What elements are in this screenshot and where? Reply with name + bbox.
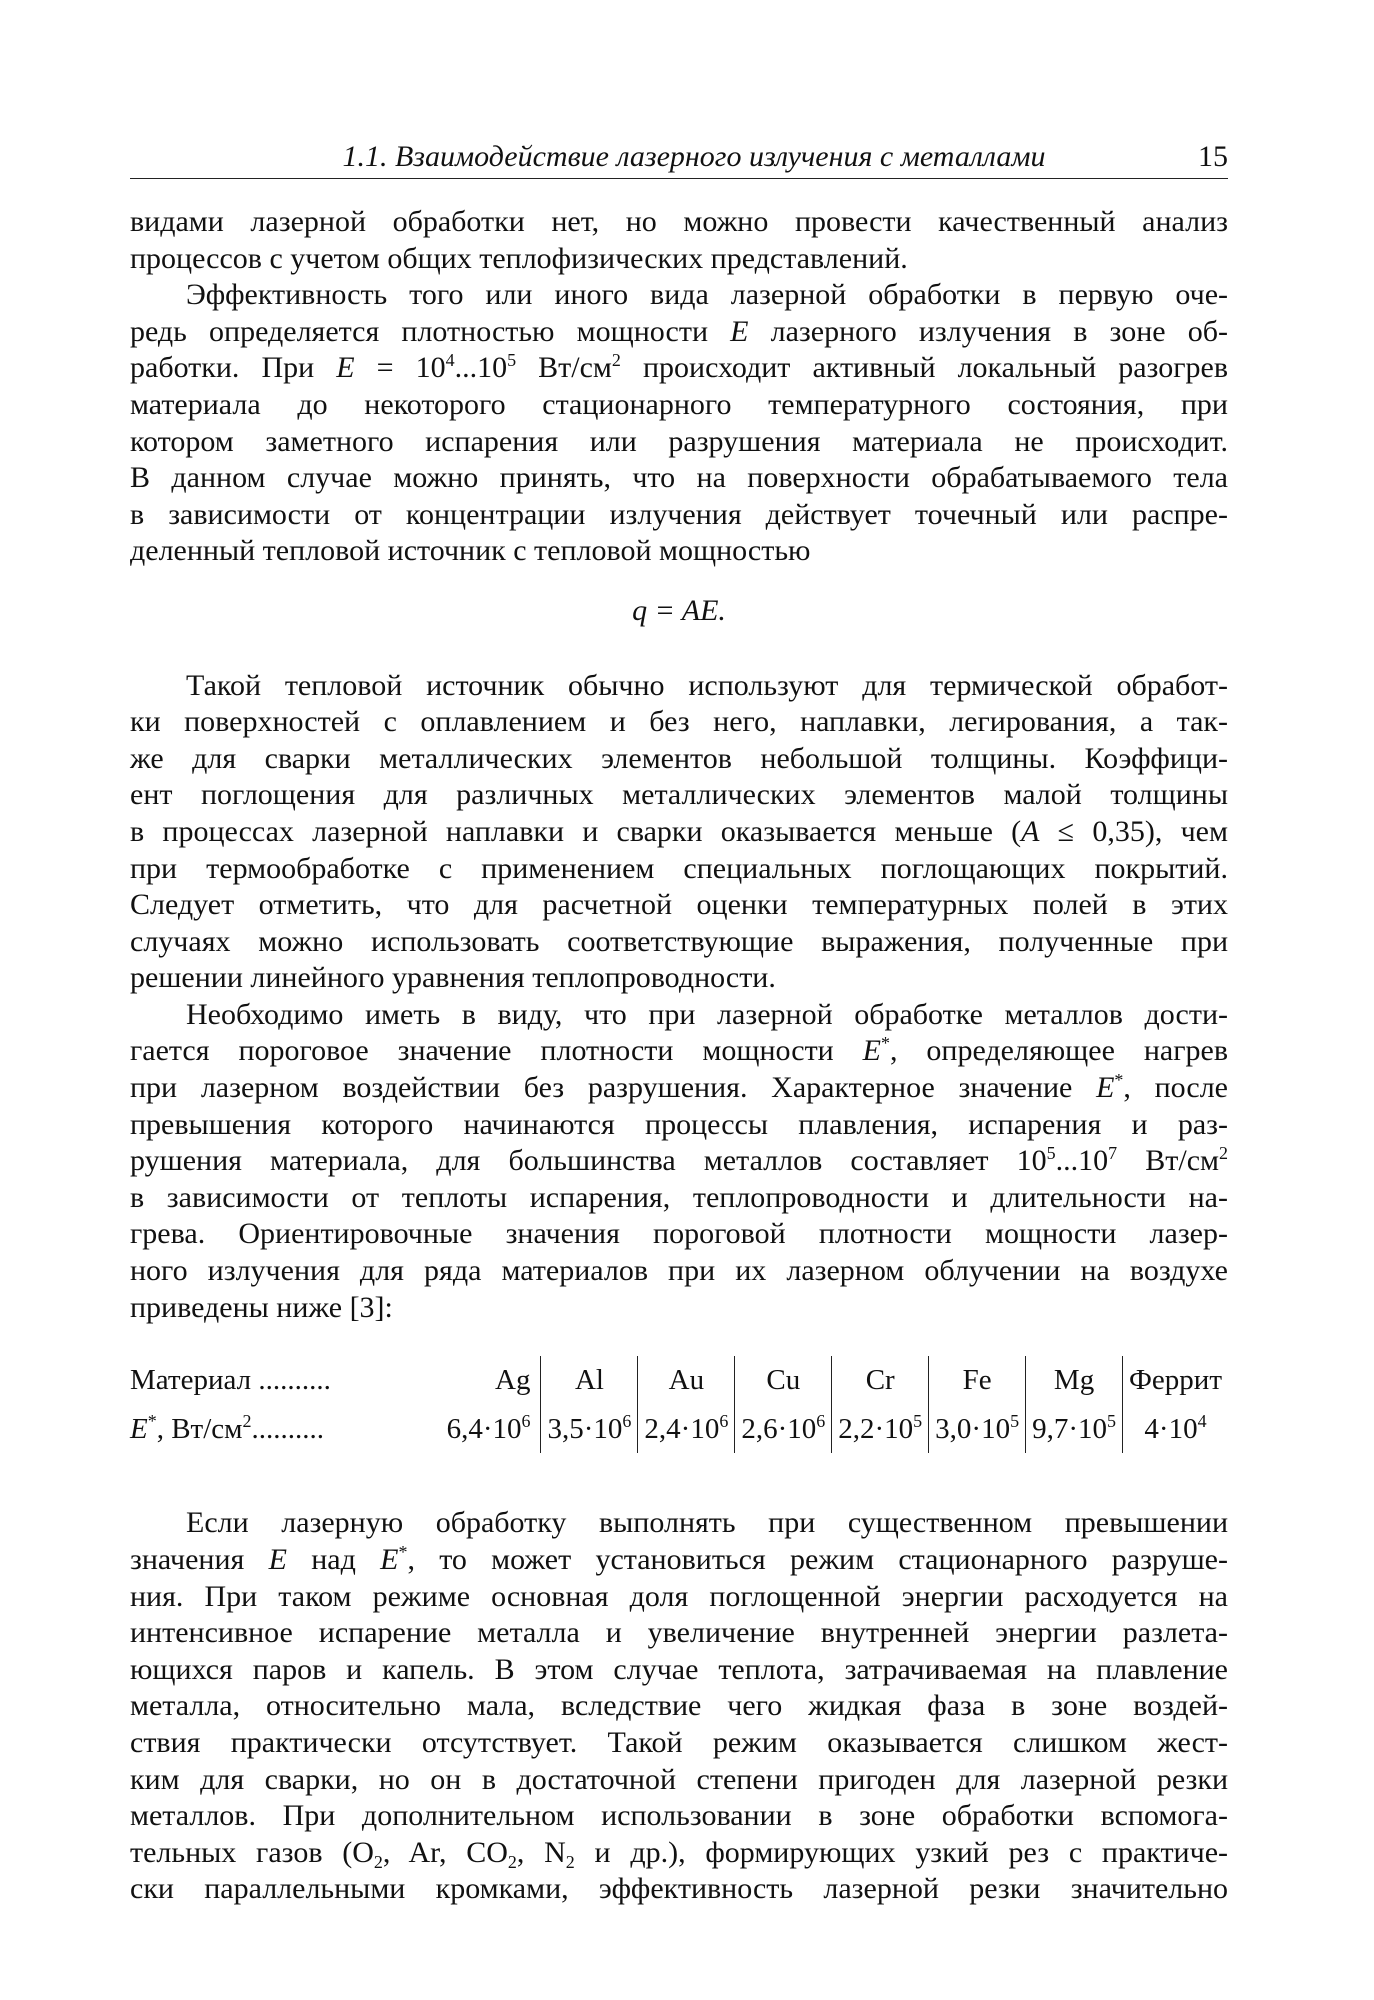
text-line: ки поверхностей с оплавлением и без него, наплавки, легирования, а так- — [130, 705, 1228, 739]
table-cell: $6,4\cdot 10^6$ — [446, 1410, 531, 1445]
running-head — [130, 138, 1228, 179]
text-line: в зависимости от концентрации излучения действует точечный или распре- — [130, 497, 1228, 531]
page-number: 15 — [1198, 140, 1228, 173]
spacer — [130, 1326, 1228, 1350]
text-line: видами лазерной обработки нет, но можно провести качественный анализ — [130, 205, 1228, 238]
table-cell: Mg — [1026, 1356, 1123, 1405]
text-line: Если лазерную обработку выполнять при существенном превышении — [186, 1506, 1228, 1540]
text-line: гается пороговое значение плотности мощности E*, определяющее нагрев — [130, 1033, 1228, 1068]
text-line: котором заметного испарения или разрушения материала не происходит. — [130, 424, 1228, 458]
table-cell: $2,6\cdot 10^6$ — [735, 1405, 832, 1454]
table-cell: Fe — [929, 1356, 1026, 1405]
table-cell: $3,0\cdot 10^5$ — [929, 1405, 1026, 1454]
table-row-values — [130, 1405, 1228, 1454]
text-line: ного излучения для ряда материалов при их лазерном облучении на воздухе — [130, 1254, 1228, 1288]
text-line: в зависимости от теплоты испарения, теплопроводности и длительности на- — [130, 1180, 1228, 1214]
text-line: решении линейного уравнения теплопроводности. — [130, 961, 776, 995]
text-line: металлов. При дополнительном использовании в зоне обработки вспомога- — [130, 1799, 1228, 1833]
table-label-threshold: E*, $Вт/см^2$.......... — [130, 1410, 325, 1445]
text-line: В данном случае можно принять, что на поверхности обрабатываемого тела — [130, 461, 1228, 495]
table-cell: $2,4\cdot 10^6$ — [638, 1405, 735, 1454]
text-line: ент поглощения для различных металлических элементов малой толщины — [130, 778, 1228, 812]
text-line: превышения которого начинаются процессы плавления, испарения и раз- — [130, 1107, 1228, 1141]
text-line: процессов с учетом общих теплофизических представлений. — [130, 241, 908, 275]
text-line: Такой тепловой источник обычно используют для термической обработ- — [186, 668, 1228, 702]
text-line: ким для сварки, но он в достаточной степени пригоден для лазерной резки — [130, 1762, 1228, 1796]
chapter-title: 1.1. Взаимодействие лазерного излучения с металлами — [342, 140, 1046, 173]
text-line: случаях можно использовать соответствующие выражения, полученные при — [130, 924, 1228, 958]
text-line: Необходимо иметь в виду, что при лазерной обработке металлов дости- — [186, 997, 1228, 1031]
body-text — [130, 204, 1228, 1908]
table-cell: Cr — [832, 1356, 929, 1405]
formula: q = AE. — [632, 593, 726, 627]
text-line: работки. При $E = 10^4...10^5$ $Вт/см^2$ происходит активный локальный разогрев — [130, 350, 1228, 385]
table-cell: $3,5\cdot 10^6$ — [541, 1405, 638, 1454]
text-line: ния. При таком режиме основная доля поглощенной энергии расходуется на — [130, 1579, 1228, 1613]
table-cell: $9,7\cdot 10^5$ — [1026, 1405, 1123, 1454]
text-line: интенсивное испарение металла и увеличение внутренней энергии разлета- — [130, 1616, 1228, 1650]
table-cell: Al — [541, 1356, 638, 1405]
text-line: значения E над E*, то может установиться режим стационарного разруше- — [130, 1542, 1228, 1576]
table-cell: Au — [638, 1356, 735, 1405]
text-line: при термообработке с применением специальных поглощающих покрытий. — [130, 851, 1228, 885]
text-line: тельных газов ($O_2$, Ar, $CO_2$, $N_2$ и др.), формирующих узкий рез с практиче- — [130, 1835, 1229, 1872]
text-line: ющихся паров и капель. В этом случае теплота, затрачиваемая на плавление — [130, 1652, 1228, 1686]
text-line: Следует отметить, что для расчетной оценки температурных полей в этих — [130, 888, 1228, 922]
text-line: материала до некоторого стационарного температурного состояния, при — [130, 387, 1228, 421]
table-cell: $2,2\cdot 10^5$ — [832, 1405, 929, 1454]
table-label-material: Материал .......... — [130, 1364, 331, 1397]
text-line: ски параллельными кромками, эффективность лазерной резки значительно — [130, 1872, 1228, 1906]
table-cell: Cu — [735, 1356, 832, 1405]
threshold-table — [130, 1356, 1228, 1453]
text-line: Эффективность того или иного вида лазерной обработки в первую оче- — [186, 278, 1228, 312]
table-cell: $4\cdot 10^4$ — [1123, 1405, 1228, 1454]
text-line: редь определяется плотностью мощности E лазерного излучения в зоне об- — [130, 314, 1228, 348]
text-line: ствия практически отсутствует. Такой режим оказывается слишком жест- — [130, 1725, 1228, 1759]
text-line: деленный тепловой источник с тепловой мощностью — [130, 534, 811, 568]
text-line: при лазерном воздействии без разрушения. Характерное значение E*, после — [130, 1070, 1228, 1105]
table-cell: Ag — [495, 1364, 531, 1397]
table-row-materials — [130, 1356, 1228, 1405]
table-cell: Феррит — [1123, 1356, 1228, 1405]
text-line: же для сварки металлических элементов небольшой толщины. Коэффици- — [130, 741, 1228, 775]
text-line: рушения материала, для большинства металлов составляет $10^5...10^7$ $Вт/см^2$ — [130, 1143, 1228, 1178]
text-line: приведены ниже [3]: — [130, 1290, 393, 1324]
text-line: металла, относительно мала, вследствие чего жидкая фаза в зоне воздей- — [130, 1689, 1228, 1723]
text-line: в процессах лазерной наплавки и сварки оказывается меньше (A ≤ 0,35), чем — [130, 814, 1228, 848]
text-line: грева. Ориентировочные значения пороговой плотности мощности лазер- — [130, 1217, 1228, 1251]
